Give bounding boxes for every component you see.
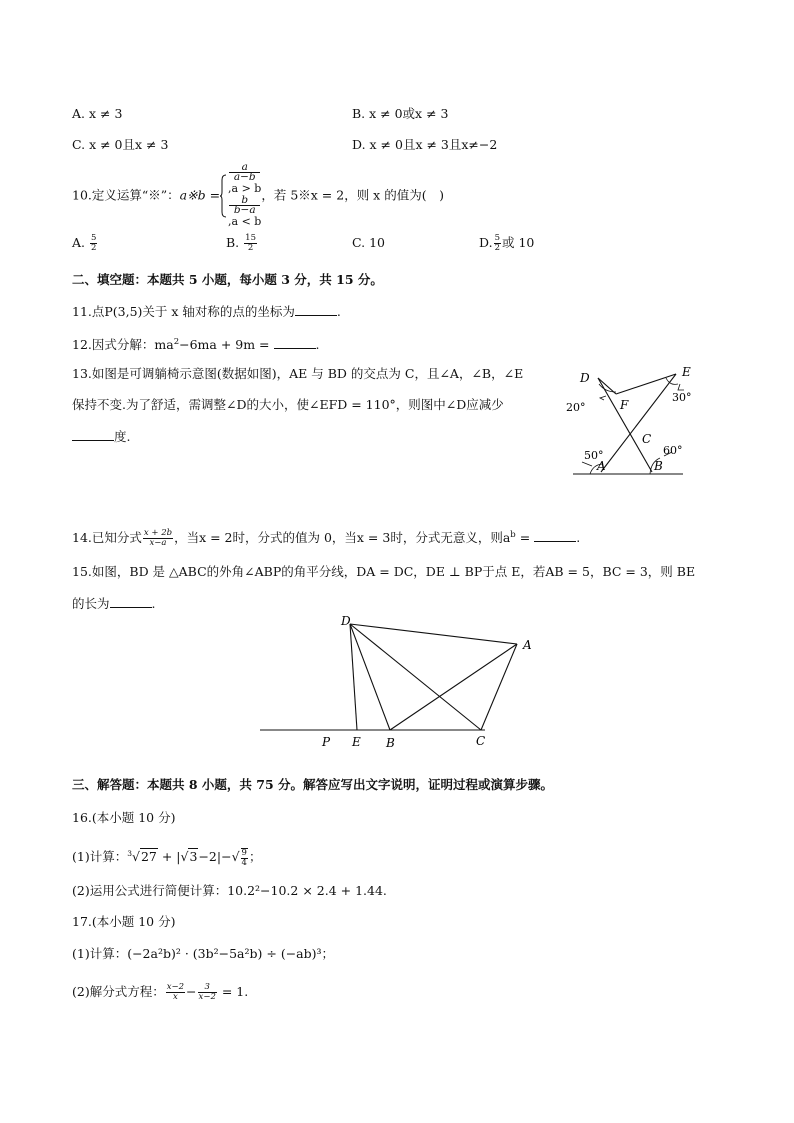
q9-option-a: A. x ≠ 3	[72, 106, 123, 121]
q11: 11.点P(3,5)关于 x 轴对称的点的坐标为 .	[72, 304, 341, 319]
line-da	[350, 624, 517, 644]
q14-fraction: $\frac{x + 2b}{x-a}$	[143, 528, 173, 548]
line-ae	[601, 374, 676, 472]
q15-line1: 15.如图，BD 是 △ABC的外角∠ABP的角平分线，DA = DC，DE ⊥ BP于点 E，若AB = 5，BC = 3，则 BE	[72, 564, 696, 579]
q14: 14.已知分式 $\frac{x + 2b}{x-a}$ ，当x = 2时，分式的值为 0，当x = 3时，分式无意义，则$a^b$ = .	[72, 528, 581, 548]
q16-part2: (2)运用公式进行简便计算：10.2²−10.2 × 2.4 + 1.44.	[72, 883, 387, 898]
label-f: F	[620, 398, 629, 412]
q17-part1: (1)计算：(−2a²b)² · (3b²−5a²b) ÷ (−ab)³；	[72, 946, 335, 961]
q10-piecewise	[228, 163, 261, 229]
line-ca	[481, 644, 517, 730]
figure-13-chair-diagram	[560, 362, 700, 480]
answer-blank	[110, 595, 152, 608]
q16-heading: 16.(本小题 10 分)	[72, 810, 176, 825]
angle-e-label: 30°	[672, 391, 692, 404]
line-db	[598, 378, 652, 472]
label-p: P	[322, 735, 331, 749]
q10-option-a: A. $\frac{5}{2}$	[72, 233, 97, 253]
q10-case2: b b−a ,a < b	[228, 194, 262, 228]
label-a: A	[597, 459, 606, 473]
label-a: A	[523, 638, 532, 652]
answer-blank	[72, 428, 114, 441]
q10-option-b: B. $\frac{15}{2}$	[226, 233, 256, 253]
answer-blank	[534, 529, 576, 542]
q10-option-d: D. $\frac{5}{2}$ 或 10	[479, 233, 535, 253]
q17-heading: 17.(本小题 10 分)	[72, 914, 176, 929]
q10-stem	[72, 163, 444, 229]
label-d: D	[580, 371, 590, 385]
radical-icon: √	[180, 849, 189, 864]
answer-blank	[274, 336, 316, 349]
label-b: B	[654, 459, 663, 473]
label-c: C	[642, 432, 652, 446]
left-brace-icon	[220, 174, 227, 218]
radical-icon: √	[231, 849, 240, 864]
q15-line2: 的长为 .	[72, 596, 156, 611]
label-b: B	[386, 736, 395, 750]
label-e: E	[352, 735, 361, 749]
q10-suffix: ，若 5※x = 2，则 x 的值为( )	[261, 187, 444, 203]
label-d: D	[341, 614, 351, 628]
q10-option-c: C. 10	[352, 235, 385, 250]
q12: 12.因式分解：$ma^2-6ma + 9m$ = .	[72, 337, 320, 352]
label-e: E	[682, 365, 691, 379]
q10-expr: a※b =	[179, 187, 221, 203]
q13-line2: 保持不变.为了舒适，需调整∠D的大小，使∠EFD = 110°，则图中∠D应减少	[72, 397, 504, 412]
q10-case1: a a−b ,a > b	[228, 161, 262, 195]
radical-icon: √	[132, 849, 140, 864]
q17-part2: (2)解分式方程： $\frac{x-2}{x}$ − $\frac{3}{x-2}$ = 1.	[72, 982, 249, 1002]
section-2-heading: 二、填空题：本题共 5 小题，每小题 3 分，共 15 分。	[72, 272, 383, 287]
q13-line3: 度.	[72, 428, 130, 445]
figure-15-triangle-diagram	[255, 612, 545, 752]
q16-part1: (1)计算：$^3$√27 + |√3−2|−√ $\frac{9}{4}$ ；	[72, 847, 262, 868]
angle-d-label: 20°	[566, 401, 586, 414]
answer-blank	[295, 303, 337, 316]
line-ba	[390, 644, 517, 730]
q9-option-c: C. x ≠ 0且x ≠ 3	[72, 137, 169, 152]
q9-option-b: B. x ≠ 0或x ≠ 3	[352, 106, 449, 121]
q9-option-d: D. x ≠ 0且x ≠ 3且x≠−2	[352, 137, 498, 152]
label-c: C	[476, 734, 486, 748]
q10-prefix: 10.定义运算“※”：	[72, 187, 180, 203]
q13-line1: 13.如图是可调躺椅示意图(数据如图)，AE 与 BD 的交点为 C，且∠A，∠B，∠E	[72, 366, 524, 381]
section-3-heading: 三、解答题：本题共 8 小题，共 75 分。解答应写出文字说明，证明过程或演算步骤。	[72, 777, 554, 792]
angle-b-label: 60°	[663, 444, 683, 457]
angle-a-label: 50°	[584, 449, 604, 462]
